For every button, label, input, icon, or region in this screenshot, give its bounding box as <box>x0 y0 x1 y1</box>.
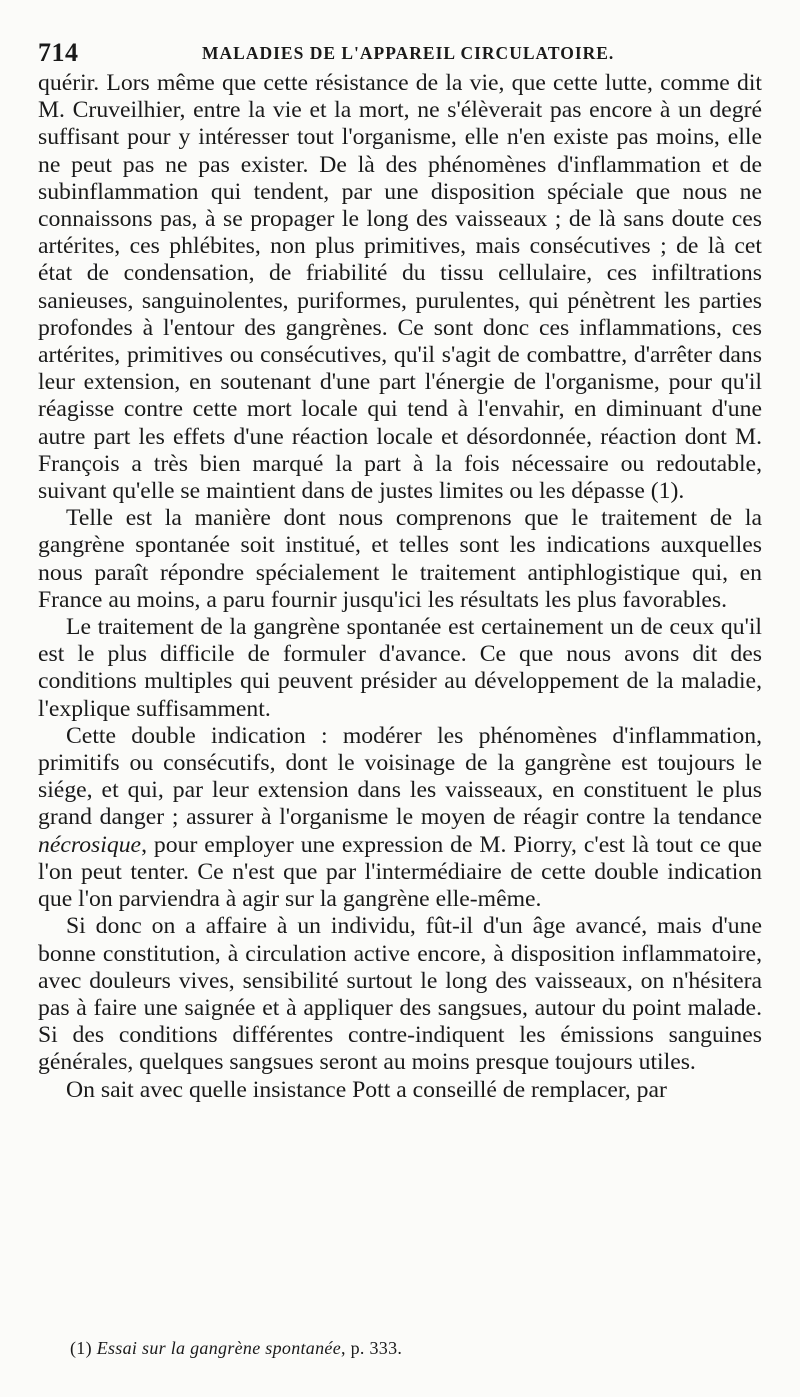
page-header <box>38 38 762 66</box>
paragraph: Si donc on a affaire à un individu, fût-il d'un âge avancé, mais d'une bonne constitution, à circulation active encore, à disposition inflammatoire, avec douleurs vives, sensibilité surtout le long des vaisseaux, on n'hésitera pas à faire une saignée et à appliquer des sangsues, autour du point malade. Si des conditions différentes contre-indiquent les émissions sanguines générales, quelques sangsues seront au moins presque toujours utiles. <box>38 913 762 1076</box>
paragraph: quérir. Lors même que cette résistance de la vie, que cette lutte, comme dit M. Cruveilhier, entre la vie et la mort, ne s'élèverait pas encore à un degré suffisant pour y intéresser tout l'organisme, elle n'en existe pas moins, elle ne peut pas ne pas exister. De là des phénomènes d'inflammation et de subinflammation qui tendent, par une disposition spéciale que nous ne connaissons pas, à se propager le long des vaisseaux ; de là sans doute ces artérites, ces phlébites, non plus primitives, mais consécutives ; de là cet état de condensation, de friabilité du tissu cellulaire, ces infiltrations sanieuses, sanguinolentes, puriformes, purulentes, qui pénètrent les parties profondes à l'entour des gangrènes. Ce sont donc ces inflammations, ces artérites, primitives ou consécutives, qu'il s'agit de combattre, d'arrêter dans leur extension, en soutenant d'une part l'énergie de l'organisme, pour qu'il réagisse contre cette mort locale qui tend à l'envahir, en diminuant d'une autre part les effets d'une réaction locale et désordonnée, réaction dont M. François a très bien marqué la part à la fois nécessaire ou redoutable, suivant qu'elle se maintient dans de justes limites ou les dépasse (1). <box>38 70 762 505</box>
paragraph: Le traitement de la gangrène spontanée est certainement un de ceux qu'il est le plus difficile de formuler d'avance. Ce que nous avons dit des conditions multiples qui peuvent présider au développement de la maladie, l'explique suffisamment. <box>38 614 762 722</box>
paragraph <box>38 723 762 913</box>
italic-term: nécrosique <box>38 831 142 858</box>
paragraph: Telle est la manière dont nous comprenons que le traitement de la gangrène spontanée soit institué, et telles sont les indications auxquelles nous paraît répondre spécialement le traitement antiphlogistique qui, en France au moins, a paru fournir jusqu'ici les résultats les plus favorables. <box>38 505 762 613</box>
paragraph: On sait avec quelle insistance Pott a conseillé de remplacer, par <box>66 1076 667 1103</box>
page-number: 714 <box>38 38 79 67</box>
footnote <box>70 1338 402 1359</box>
footnote-marker: (1) <box>70 1338 92 1358</box>
footnote-title: Essai sur la gangrène spontanée <box>96 1338 341 1358</box>
footnote-page-ref: , p. 333. <box>341 1338 403 1358</box>
paragraph-text: Cette double indication : modérer les phénomènes d'inflammation, primitifs ou consécutifs, dont le voisinage de la gangrène est toujours le siége, et qui, par leur extension dans les vaisseaux, en constituent le plus grand danger ; assurer à l'organisme le moyen de réagir contre la tendance <box>38 722 762 831</box>
paragraph-text: , pour employer une expression de M. Piorry, c'est là tout ce que l'on peut tenter. Ce n'est que par l'intermédiaire de cette double indication que l'on parviendra à agir sur la gangrène elle-même. <box>38 831 762 913</box>
body-text <box>38 70 762 1104</box>
running-title: MALADIES DE L'APPAREIL CIRCULATOIRE. <box>202 43 615 63</box>
